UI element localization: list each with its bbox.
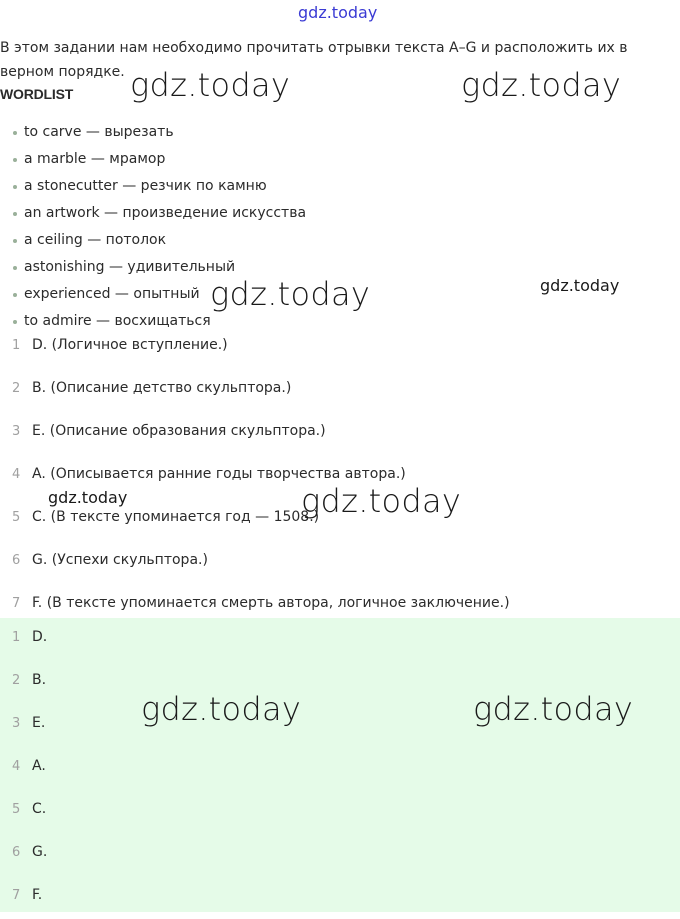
- item-number: 2: [12, 381, 21, 396]
- wordlist-item: [0, 173, 400, 200]
- list-item: [0, 539, 680, 582]
- item-text: F. (В тексте упоминается смерть автора, логичное заключение.): [32, 595, 510, 611]
- answer-box: [0, 618, 680, 912]
- bullet-icon: [13, 239, 17, 243]
- item-number: 7: [12, 596, 21, 611]
- wordlist-item: [0, 146, 400, 173]
- watermark: gdz.today: [301, 482, 462, 520]
- item-text: D. (Логичное вступление.): [32, 337, 228, 353]
- answer-number: 1: [12, 630, 21, 645]
- answer-text: B.: [32, 672, 47, 688]
- item-number: 1: [12, 338, 21, 353]
- item-text: B. (Описание детство скульптора.): [32, 380, 292, 396]
- wordlist-item: [0, 227, 400, 254]
- wordlist-item-text: a ceiling — потолок: [24, 232, 167, 248]
- item-number: 3: [12, 424, 21, 439]
- answer-number: 4: [12, 759, 21, 774]
- watermark: gdz.today: [461, 66, 622, 104]
- wordlist-item-text: a stonecutter — резчик по камню: [24, 178, 267, 194]
- answer-text: D.: [32, 629, 48, 645]
- answer-item: [0, 618, 680, 661]
- wordlist-title: WORDLIST: [0, 86, 74, 102]
- wordlist-item: [0, 119, 400, 146]
- item-text: E. (Описание образования скульптора.): [32, 423, 326, 439]
- intro-text: В этом задании нам необходимо прочитать отрывки текста A–G и расположить их в верном порядке.: [0, 40, 628, 80]
- item-number: 5: [12, 510, 21, 525]
- answer-text: C.: [32, 801, 47, 817]
- answer-text: F.: [32, 887, 43, 903]
- bullet-icon: [13, 266, 17, 270]
- bullet-icon: [13, 158, 17, 162]
- answer-item: [0, 833, 680, 876]
- wordlist-item-text: a marble — мрамор: [24, 151, 166, 167]
- answer-item: [0, 790, 680, 833]
- wordlist-item: [0, 200, 400, 227]
- answer-item: [0, 876, 680, 919]
- watermark: gdz.today: [210, 275, 371, 313]
- watermark: gdz.today: [48, 488, 128, 507]
- answer-text: A.: [32, 758, 46, 774]
- answer-number: 2: [12, 673, 21, 688]
- bullet-icon: [13, 212, 17, 216]
- answer-text: E.: [32, 715, 46, 731]
- list-item: [0, 367, 680, 410]
- order-list: [0, 324, 680, 625]
- wordlist-item-text: to admire — восхищаться: [24, 313, 211, 329]
- watermark: gdz.today: [141, 690, 302, 728]
- watermark: gdz.today: [298, 3, 378, 22]
- wordlist-item-text: an artwork — произведение искусства: [24, 205, 307, 221]
- answer-number: 6: [12, 845, 21, 860]
- answer-item: [0, 747, 680, 790]
- item-number: 4: [12, 467, 21, 482]
- wordlist-item-text: experienced — опытный: [24, 286, 200, 302]
- answer-number: 5: [12, 802, 21, 817]
- list-item: [0, 324, 680, 367]
- answer-text: G.: [32, 844, 48, 860]
- wordlist-item-text: astonishing — удивительный: [24, 259, 236, 275]
- item-number: 6: [12, 553, 21, 568]
- item-text: G. (Успехи скульптора.): [32, 552, 208, 568]
- item-text: C. (В тексте упоминается год — 1508.): [32, 509, 320, 525]
- watermark: gdz.today: [540, 276, 620, 295]
- answer-number: 7: [12, 888, 21, 903]
- item-text: A. (Описывается ранние годы творчества автора.): [32, 466, 406, 482]
- bullet-icon: [13, 131, 17, 135]
- bullet-icon: [13, 185, 17, 189]
- bullet-icon: [13, 293, 17, 297]
- list-item: [0, 410, 680, 453]
- answer-number: 3: [12, 716, 21, 731]
- watermark: gdz.today: [130, 66, 291, 104]
- watermark: gdz.today: [473, 690, 634, 728]
- wordlist-item-text: to carve — вырезать: [24, 124, 174, 140]
